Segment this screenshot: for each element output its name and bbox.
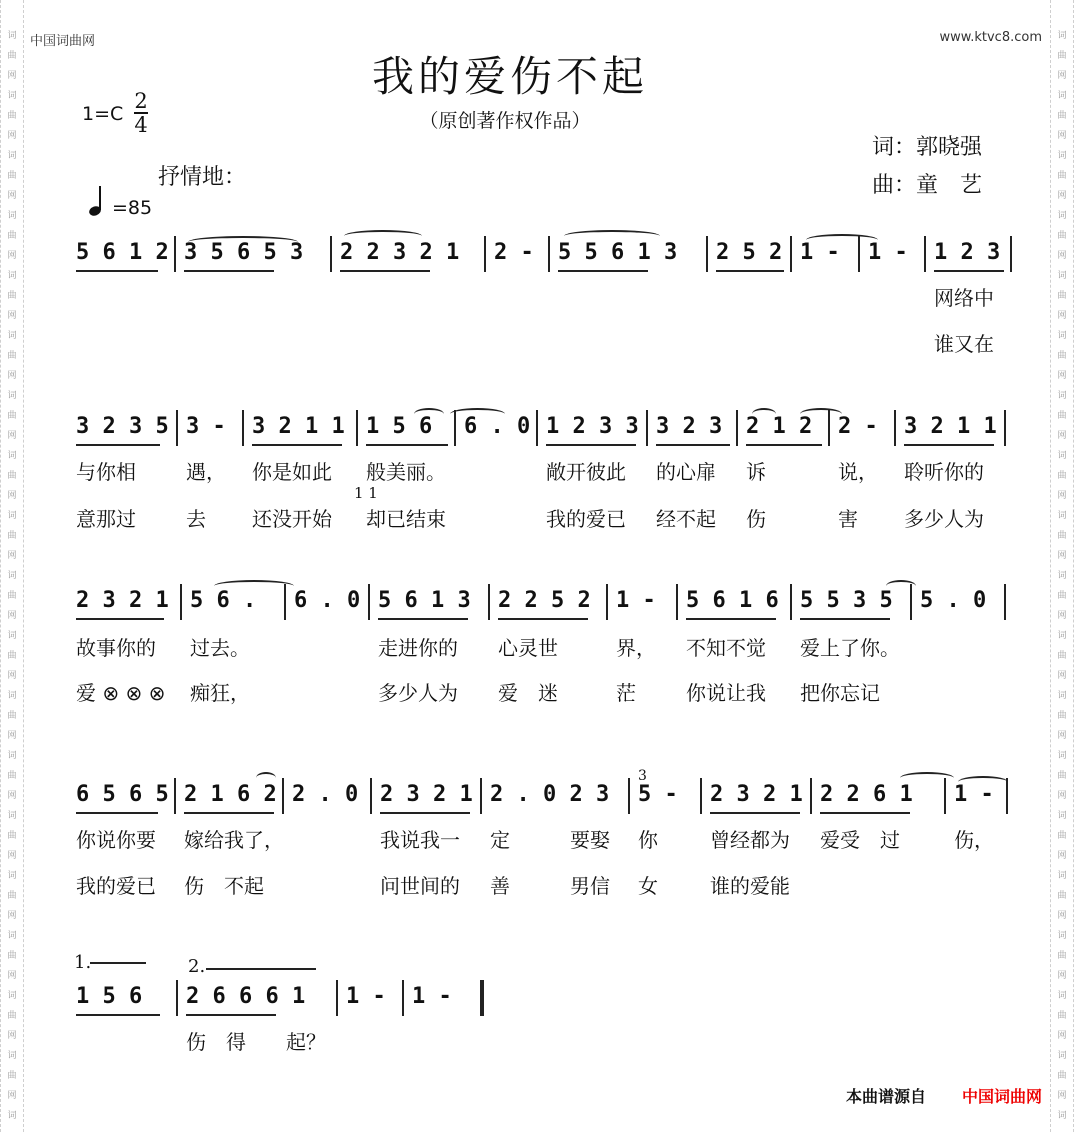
beam-underline xyxy=(76,444,160,446)
measure-notes: 6 . 0 xyxy=(464,414,531,439)
lyric-verse-1: 嫁给我了， xyxy=(184,828,284,852)
watermark-char: 曲 xyxy=(1057,351,1067,361)
watermark-char: 网 xyxy=(1057,731,1067,741)
slur xyxy=(800,408,842,420)
watermark-char: 网 xyxy=(7,551,17,561)
lyric-verse-2: 意那过 xyxy=(76,507,136,531)
barline xyxy=(370,778,372,814)
lyric-verse-1: 故事你的 xyxy=(76,636,156,660)
watermark-char: 网 xyxy=(1057,71,1067,81)
beam-underline xyxy=(184,270,274,272)
measure-notes: 1 5 6 xyxy=(76,984,143,1009)
watermark-char: 词 xyxy=(7,451,17,461)
beam-underline xyxy=(498,618,588,620)
lyric-verse-1: 与你相 xyxy=(76,460,136,484)
measure-notes: 1 - xyxy=(868,240,908,265)
slur xyxy=(256,772,276,784)
measure-notes: 2 2 6 1 xyxy=(820,782,913,807)
composer-credit: 曲：童 艺 xyxy=(872,173,983,198)
watermark-char: 曲 xyxy=(1057,51,1067,61)
beam-underline xyxy=(340,270,430,272)
triplet-mark: 3 xyxy=(638,768,647,784)
lyric-verse-1: 爱受 过 xyxy=(820,828,900,852)
lyric-verse-1: 界， xyxy=(616,636,656,660)
beam-underline xyxy=(76,1014,160,1016)
slur xyxy=(188,236,298,248)
watermark-char: 网 xyxy=(1057,191,1067,201)
lyric-verse-2: 问世间的 xyxy=(380,874,460,898)
measure-notes: 2 - xyxy=(838,414,878,439)
watermark-char: 词 xyxy=(1057,871,1067,881)
measure-notes: 2 3 2 1 xyxy=(380,782,473,807)
watermark-char: 词 xyxy=(7,811,17,821)
watermark-char: 曲 xyxy=(1057,171,1067,181)
lyric-verse-1: 般美丽。 xyxy=(366,460,446,484)
time-signature-bottom: 4 xyxy=(134,113,148,137)
watermark-char: 曲 xyxy=(7,531,17,541)
watermark-char: 曲 xyxy=(1057,591,1067,601)
watermark-char: 曲 xyxy=(7,951,17,961)
watermark-char: 曲 xyxy=(1057,711,1067,721)
watermark-char: 曲 xyxy=(1057,1011,1067,1021)
watermark-char: 曲 xyxy=(7,651,17,661)
beam-underline xyxy=(76,270,158,272)
watermark-char: 网 xyxy=(1057,911,1067,921)
beam-underline xyxy=(934,270,1004,272)
lyric-verse-2: 害 xyxy=(838,507,858,531)
measure-notes: 3 2 3 5 xyxy=(76,414,169,439)
slur xyxy=(214,580,294,592)
measure-notes: 3 2 1 1 xyxy=(252,414,345,439)
beam-underline xyxy=(186,1014,276,1016)
left-watermark-strip xyxy=(0,0,24,1132)
beam-underline xyxy=(366,444,448,446)
measure-notes: 5 - xyxy=(638,782,678,807)
right-watermark-strip xyxy=(1050,0,1074,1132)
barline xyxy=(176,980,178,1016)
lyric-verse-1: 你 xyxy=(638,828,658,852)
barline xyxy=(606,584,608,620)
barline xyxy=(368,584,370,620)
slur xyxy=(564,230,660,242)
beam-underline xyxy=(904,444,994,446)
watermark-char: 曲 xyxy=(7,291,17,301)
barline xyxy=(646,410,648,446)
barline xyxy=(700,778,702,814)
watermark-char: 网 xyxy=(1057,971,1067,981)
barline xyxy=(894,410,896,446)
watermark-char: 网 xyxy=(7,131,17,141)
key-signature: 1=C xyxy=(82,103,124,125)
watermark-char: 词 xyxy=(1057,931,1067,941)
watermark-char: 词 xyxy=(1057,571,1067,581)
watermark-char: 曲 xyxy=(1057,891,1067,901)
lyric-verse-2: 爱 ⊗ ⊗ ⊗ xyxy=(76,681,166,705)
barline xyxy=(676,584,678,620)
watermark-char: 词 xyxy=(7,871,17,881)
watermark-char: 曲 xyxy=(1057,411,1067,421)
lyric-verse-1: 心灵世 xyxy=(498,636,558,660)
measure-notes: 5 6 . xyxy=(190,588,257,613)
volta-1-bracket xyxy=(90,962,146,964)
watermark-char: 词 xyxy=(1057,1111,1067,1121)
slur xyxy=(344,230,422,242)
measure-notes: 1 - xyxy=(346,984,386,1009)
measure-notes: 3 2 3 xyxy=(656,414,723,439)
barline xyxy=(548,236,550,272)
mood-marking: 抒情地： xyxy=(158,165,247,190)
barline xyxy=(736,410,738,446)
barline xyxy=(174,236,176,272)
watermark-char: 曲 xyxy=(7,591,17,601)
watermark-char: 曲 xyxy=(1057,531,1067,541)
watermark-char: 网 xyxy=(1057,431,1067,441)
measure-notes: 5 6 1 3 xyxy=(378,588,471,613)
volta-1-label: 1. xyxy=(74,952,92,973)
watermark-char: 网 xyxy=(1057,131,1067,141)
lyric-verse-1: 聆听你的 xyxy=(904,460,984,484)
lyric-verse-1: 不知不觉 xyxy=(686,636,766,660)
lyric-verse-2: 我的爱已 xyxy=(76,874,156,898)
beam-underline xyxy=(558,270,648,272)
watermark-char: 网 xyxy=(1057,791,1067,801)
watermark-char: 词 xyxy=(7,931,17,941)
measure-notes: 3 - xyxy=(186,414,226,439)
grace-notes: 1 1 xyxy=(354,484,378,502)
watermark-char: 词 xyxy=(1057,811,1067,821)
watermark-char: 曲 xyxy=(7,1071,17,1081)
barline xyxy=(790,236,792,272)
lyric-verse-1: 伤 得 起？ xyxy=(186,1030,326,1054)
watermark-char: 曲 xyxy=(7,171,17,181)
watermark-char: 网 xyxy=(1057,491,1067,501)
watermark-char: 词 xyxy=(7,391,17,401)
measure-notes: 1 - xyxy=(954,782,994,807)
watermark-char: 词 xyxy=(1057,1051,1067,1061)
watermark-char: 词 xyxy=(1057,211,1067,221)
lyric-verse-1: 伤， xyxy=(954,828,994,852)
footer-source-label: 本曲谱源自 xyxy=(845,1087,926,1106)
lyric-verse-2: 爱 迷 xyxy=(498,681,558,705)
watermark-char: 曲 xyxy=(7,111,17,121)
watermark-char: 网 xyxy=(7,251,17,261)
barline xyxy=(480,778,482,814)
measure-notes: 1 5 6 xyxy=(366,414,433,439)
watermark-char: 网 xyxy=(7,191,17,201)
watermark-char: 曲 xyxy=(7,1011,17,1021)
measure-notes: 6 5 6 5 xyxy=(76,782,169,807)
watermark-char: 词 xyxy=(1057,331,1067,341)
watermark-char: 词 xyxy=(1057,151,1067,161)
beam-underline xyxy=(252,444,342,446)
measure-notes: 5 5 6 1 3 xyxy=(558,240,678,265)
measure-notes: 2 6 6 6 1 xyxy=(186,984,306,1009)
watermark-char: 词 xyxy=(7,1111,17,1121)
measure-notes: 2 . 0 2 3 xyxy=(490,782,610,807)
measure-notes: 2 - xyxy=(494,240,534,265)
lyric-verse-1: 曾经都为 xyxy=(710,828,790,852)
lyric-verse-2: 多少人为 xyxy=(904,507,984,531)
barline xyxy=(790,584,792,620)
barline xyxy=(336,980,338,1016)
barline xyxy=(536,410,538,446)
barline xyxy=(1004,584,1006,620)
slur xyxy=(414,408,444,420)
beam-underline xyxy=(820,812,910,814)
barline xyxy=(330,236,332,272)
barline xyxy=(176,410,178,446)
watermark-char: 词 xyxy=(7,571,17,581)
time-signature-top: 2 xyxy=(134,89,148,113)
lyricist-credit: 词：郭晓强 xyxy=(872,135,983,160)
measure-notes: 1 2 3 3 xyxy=(546,414,639,439)
beam-underline xyxy=(656,444,730,446)
watermark-char: 网 xyxy=(1057,371,1067,381)
watermark-char: 词 xyxy=(7,511,17,521)
watermark-char: 网 xyxy=(7,911,17,921)
watermark-char: 曲 xyxy=(7,471,17,481)
barline xyxy=(356,410,358,446)
measure-notes: 5 6 1 2 xyxy=(76,240,169,265)
watermark-char: 词 xyxy=(7,631,17,641)
watermark-char: 网 xyxy=(7,971,17,981)
measure-notes: 2 2 5 2 xyxy=(498,588,591,613)
measure-notes: 2 2 3 2 1 xyxy=(340,240,460,265)
beam-underline xyxy=(716,270,784,272)
watermark-char: 曲 xyxy=(7,831,17,841)
watermark-char: 曲 xyxy=(1057,231,1067,241)
watermark-char: 网 xyxy=(7,431,17,441)
watermark-char: 网 xyxy=(1057,611,1067,621)
measure-notes: 2 3 2 1 xyxy=(76,588,169,613)
watermark-char: 词 xyxy=(1057,751,1067,761)
watermark-char: 网 xyxy=(7,791,17,801)
measure-notes: 1 2 3 xyxy=(934,240,1001,265)
lyric-verse-1: 你说你要 xyxy=(76,828,156,852)
beam-underline xyxy=(546,444,636,446)
watermark-char: 词 xyxy=(7,1051,17,1061)
lyric-verse-2: 还没开始 xyxy=(252,507,332,531)
measure-notes: 3 5 6 5 3 xyxy=(184,240,304,265)
watermark-char: 词 xyxy=(7,211,17,221)
measure-notes: 5 5 3 5 xyxy=(800,588,893,613)
barline xyxy=(1010,236,1012,272)
barline xyxy=(180,584,182,620)
lyric-verse-1: 敞开彼此 xyxy=(546,460,626,484)
watermark-char: 曲 xyxy=(1057,1071,1067,1081)
watermark-char: 网 xyxy=(1057,551,1067,561)
watermark-char: 词 xyxy=(1057,451,1067,461)
watermark-char: 网 xyxy=(7,1031,17,1041)
watermark-char: 曲 xyxy=(1057,651,1067,661)
watermark-char: 曲 xyxy=(7,771,17,781)
barline xyxy=(810,778,812,814)
watermark-char: 词 xyxy=(7,751,17,761)
measure-notes: 2 1 2 xyxy=(746,414,813,439)
time-signature xyxy=(134,90,148,136)
watermark-char: 曲 xyxy=(1057,831,1067,841)
watermark-char: 曲 xyxy=(1057,951,1067,961)
beam-underline xyxy=(746,444,822,446)
watermark-char: 词 xyxy=(1057,31,1067,41)
measure-notes: 2 3 2 1 xyxy=(710,782,803,807)
site-url-right: www.ktvc8.com xyxy=(939,30,1042,45)
watermark-char: 网 xyxy=(7,731,17,741)
watermark-char: 网 xyxy=(7,371,17,381)
beam-underline xyxy=(76,812,158,814)
watermark-char: 网 xyxy=(7,311,17,321)
lyric-verse-2: 茫 xyxy=(616,681,636,705)
watermark-char: 词 xyxy=(7,691,17,701)
site-name-left: 中国词曲网 xyxy=(30,34,96,49)
watermark-char: 曲 xyxy=(1057,291,1067,301)
barline xyxy=(924,236,926,272)
measure-notes: 1 - xyxy=(412,984,452,1009)
barline xyxy=(174,778,176,814)
measure-notes: 1 - xyxy=(616,588,656,613)
measure-notes: 6 . 0 xyxy=(294,588,361,613)
barline xyxy=(480,980,484,1016)
watermark-char: 网 xyxy=(7,491,17,501)
watermark-char: 曲 xyxy=(7,231,17,241)
barline xyxy=(242,410,244,446)
lyric-verse-2: 伤 xyxy=(746,507,766,531)
watermark-char: 词 xyxy=(7,31,17,41)
measure-notes: 5 6 1 6 xyxy=(686,588,779,613)
measure-notes: 1 - xyxy=(800,240,840,265)
volta-2-bracket xyxy=(206,968,316,970)
watermark-char: 词 xyxy=(1057,511,1067,521)
lyric-verse-1: 我说我一 xyxy=(380,828,460,852)
beam-underline xyxy=(380,812,470,814)
lyric-verse-1: 过去。 xyxy=(190,636,250,660)
watermark-char: 网 xyxy=(1057,851,1067,861)
watermark-char: 词 xyxy=(7,991,17,1001)
beam-underline xyxy=(710,812,800,814)
watermark-char: 词 xyxy=(1057,691,1067,701)
barline xyxy=(282,778,284,814)
beam-underline xyxy=(184,812,274,814)
watermark-char: 曲 xyxy=(7,711,17,721)
watermark-char: 曲 xyxy=(7,51,17,61)
barline xyxy=(484,236,486,272)
lyric-verse-2: 痴狂， xyxy=(190,681,250,705)
watermark-char: 网 xyxy=(1057,1091,1067,1101)
lyric-verse-2: 我的爱已 xyxy=(546,507,626,531)
barline xyxy=(1004,410,1006,446)
watermark-char: 词 xyxy=(1057,391,1067,401)
barline xyxy=(706,236,708,272)
barline xyxy=(402,980,404,1016)
watermark-char: 曲 xyxy=(7,351,17,361)
quarter-note-icon xyxy=(88,184,110,222)
watermark-char: 网 xyxy=(1057,1031,1067,1041)
slur xyxy=(450,408,505,420)
lyric-verse-1: 爱上了你。 xyxy=(800,636,900,660)
barline xyxy=(628,778,630,814)
watermark-char: 曲 xyxy=(7,891,17,901)
watermark-char: 词 xyxy=(1057,991,1067,1001)
lyric-verse-1: 遇， xyxy=(186,460,226,484)
slur xyxy=(886,580,916,592)
watermark-char: 词 xyxy=(1057,91,1067,101)
beam-underline xyxy=(800,618,890,620)
measure-notes: 2 . 0 xyxy=(292,782,359,807)
lyric-verse-2: 善 男信 xyxy=(490,874,610,898)
lyric-verse-2: 伤 不起 xyxy=(184,874,264,898)
slur xyxy=(806,234,878,246)
measure-notes: 2 5 2 xyxy=(716,240,783,265)
lyric-verse-2: 却已结束 xyxy=(366,507,446,531)
lyric-verse-2: 女 xyxy=(638,874,658,898)
lyric-verse-1: 网络中 xyxy=(934,286,994,310)
watermark-char: 词 xyxy=(1057,271,1067,281)
lyric-verse-1: 的心扉 xyxy=(656,460,716,484)
watermark-char: 词 xyxy=(7,151,17,161)
watermark-char: 词 xyxy=(7,271,17,281)
lyric-verse-2: 谁又在 xyxy=(934,332,994,356)
watermark-char: 网 xyxy=(7,1091,17,1101)
measure-notes: 3 2 1 1 xyxy=(904,414,997,439)
tempo-marking: =85 xyxy=(112,197,153,219)
lyric-verse-2: 把你忘记 xyxy=(800,681,880,705)
barline xyxy=(488,584,490,620)
watermark-char: 网 xyxy=(7,611,17,621)
measure-notes: 5 . 0 xyxy=(920,588,987,613)
beam-underline xyxy=(378,618,468,620)
watermark-char: 网 xyxy=(1057,311,1067,321)
watermark-char: 网 xyxy=(7,71,17,81)
lyric-verse-1: 说， xyxy=(838,460,878,484)
measure-notes: 2 1 6 2 xyxy=(184,782,277,807)
watermark-char: 词 xyxy=(1057,631,1067,641)
watermark-char: 曲 xyxy=(1057,111,1067,121)
lyric-verse-2: 你说让我 xyxy=(686,681,766,705)
lyric-verse-2: 谁的爱能 xyxy=(710,874,790,898)
watermark-char: 曲 xyxy=(1057,771,1067,781)
slur xyxy=(752,408,776,420)
watermark-char: 词 xyxy=(7,331,17,341)
watermark-char: 网 xyxy=(1057,671,1067,681)
lyric-verse-1: 诉 xyxy=(746,460,766,484)
watermark-char: 网 xyxy=(7,671,17,681)
watermark-char: 网 xyxy=(7,851,17,861)
watermark-char: 曲 xyxy=(1057,471,1067,481)
lyric-verse-2: 经不起 xyxy=(656,507,716,531)
beam-underline xyxy=(686,618,776,620)
beam-underline xyxy=(76,618,164,620)
slur xyxy=(900,772,954,784)
slur xyxy=(958,776,1008,788)
lyric-verse-2: 多少人为 xyxy=(378,681,458,705)
song-subtitle: （原创著作权作品） xyxy=(419,110,591,132)
watermark-char: 词 xyxy=(7,91,17,101)
watermark-char: 网 xyxy=(1057,251,1067,261)
volta-2-label: 2. xyxy=(188,956,206,977)
lyric-verse-2: 去 xyxy=(186,507,206,531)
lyric-verse-1: 定 要娶 xyxy=(490,828,610,852)
lyric-verse-1: 走进你的 xyxy=(378,636,458,660)
lyric-verse-1: 你是如此 xyxy=(252,460,332,484)
song-title: 我的爱伤不起 xyxy=(371,52,648,101)
watermark-char: 曲 xyxy=(7,411,17,421)
footer-source-site: 中国词曲网 xyxy=(961,1087,1042,1106)
